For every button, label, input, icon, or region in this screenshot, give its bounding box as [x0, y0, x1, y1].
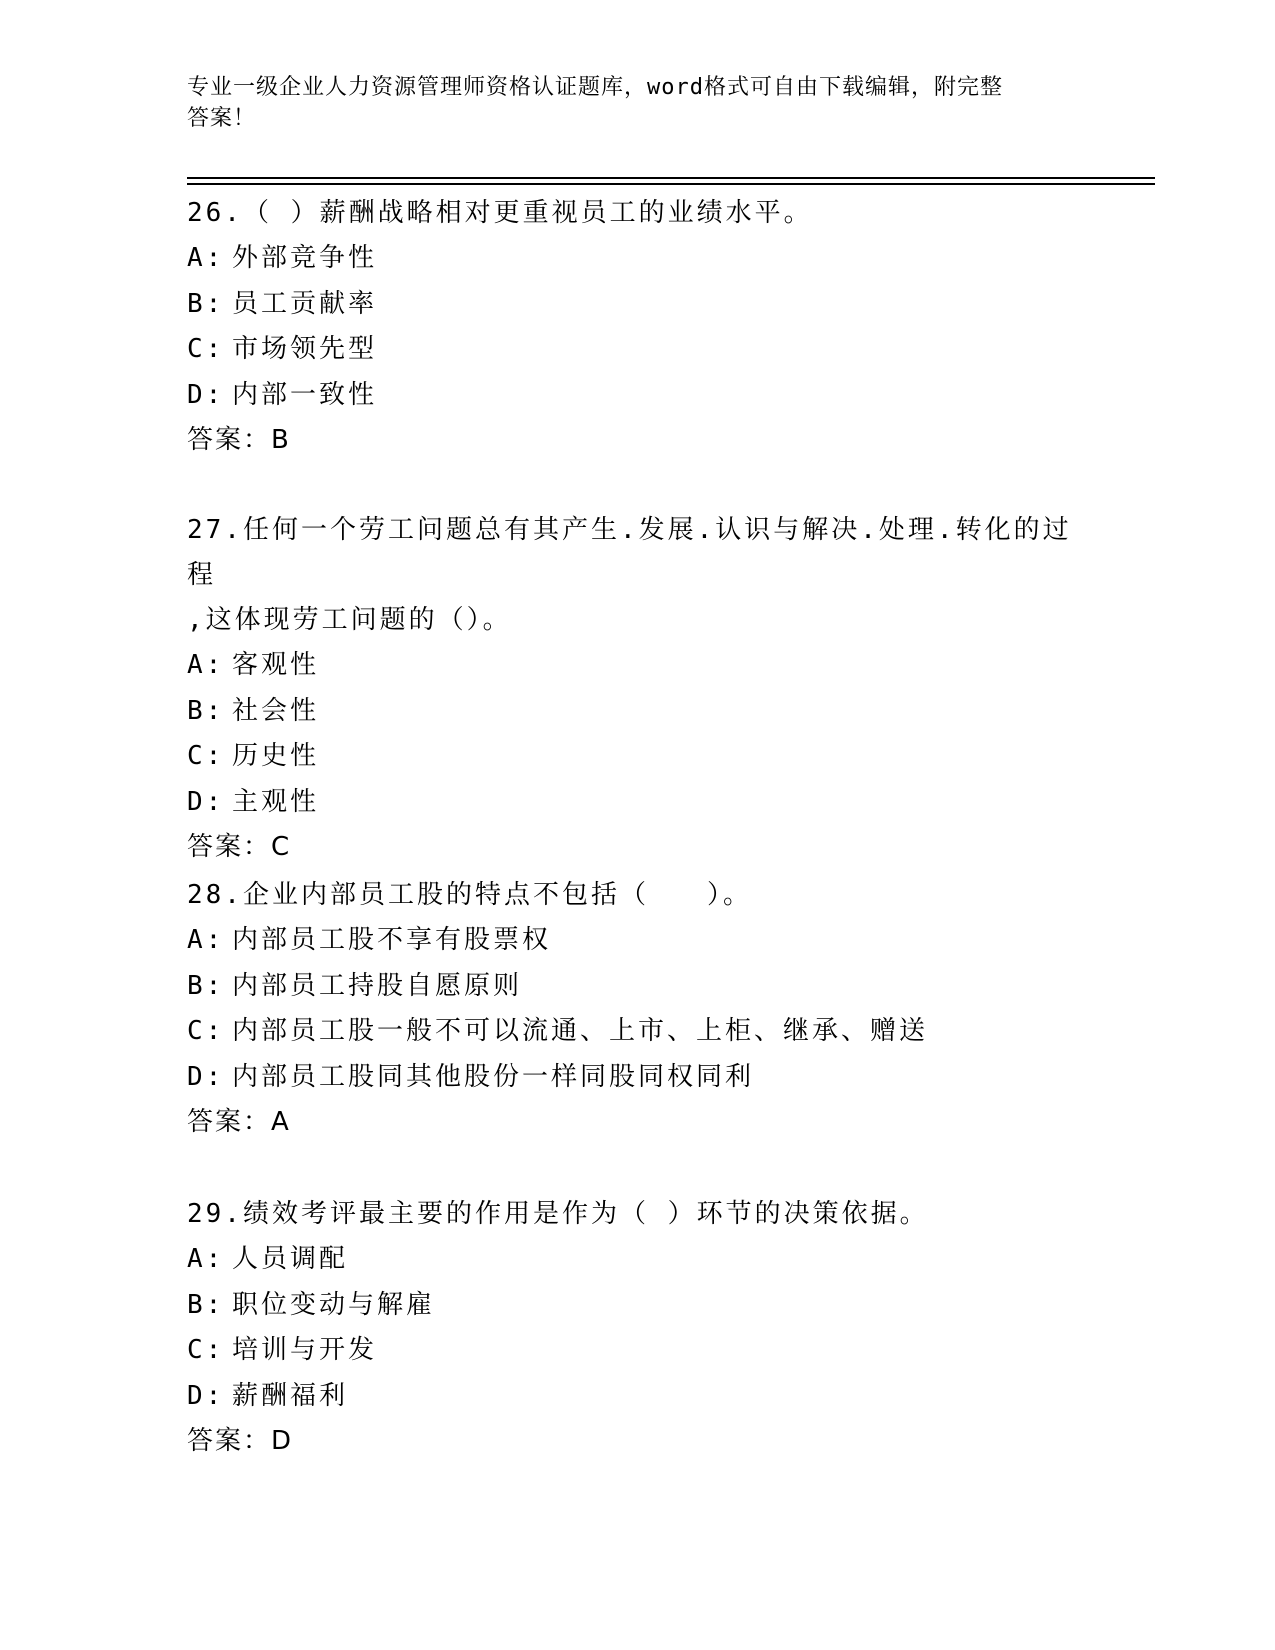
option-letter: D:: [187, 1061, 225, 1092]
option-letter: B:: [187, 1289, 225, 1320]
option-c: [187, 734, 1087, 780]
option-text: 人员调配: [232, 1244, 349, 1274]
header-line-2: 答案！: [187, 106, 257, 131]
option-letter: A:: [187, 243, 225, 273]
option-text: 市场领先型: [232, 334, 378, 364]
option-text: 内部员工股一般不可以流通、上市、上柜、继承、赠送: [232, 1016, 929, 1046]
option-letter: C:: [187, 741, 225, 771]
option-c: [187, 1328, 1087, 1374]
option-letter: C:: [187, 334, 225, 364]
option-letter: D:: [187, 1380, 225, 1411]
header-divider-top: [187, 177, 1155, 179]
header-divider-bottom: [187, 183, 1155, 185]
option-d: [187, 1374, 1087, 1420]
option-text: 历史性: [232, 741, 320, 771]
question-title-continued: ,这体现劳工问题的（）。: [187, 605, 512, 635]
answer-line: 答案：C: [187, 832, 292, 862]
document-header: [187, 72, 1077, 134]
option-letter: A:: [187, 1244, 225, 1274]
option-text: 培训与开发: [232, 1335, 378, 1365]
question-27: [187, 508, 1087, 871]
option-text: 社会性: [232, 695, 320, 726]
option-letter: C:: [187, 1016, 225, 1046]
option-b: [187, 282, 1087, 328]
option-text: 内部员工股同其他股份一样同股同权同利: [232, 1061, 755, 1092]
option-a: [187, 236, 1087, 282]
question-title: 27.任何一个劳工问题总有其产生.发展.认识与解决.处理.转化的过程: [187, 515, 1072, 590]
option-letter: C:: [187, 1335, 225, 1365]
option-text: 职位变动与解雇: [232, 1289, 436, 1320]
option-text: 员工贡献率: [232, 288, 378, 319]
option-letter: B:: [187, 695, 225, 726]
question-28: [187, 873, 1087, 1146]
option-text: 客观性: [232, 650, 320, 680]
option-text: 外部竞争性: [232, 243, 378, 273]
option-a: [187, 1237, 1087, 1283]
question-26: [187, 191, 1087, 464]
option-b: [187, 964, 1087, 1010]
option-text: 主观性: [232, 786, 320, 817]
question-title: 28.企业内部员工股的特点不包括（ ）。: [187, 880, 752, 910]
option-a: [187, 918, 1087, 964]
answer-line: 答案：A: [187, 1107, 291, 1137]
option-text: 内部员工持股自愿原则: [232, 970, 523, 1001]
question-29: [187, 1192, 1087, 1465]
question-title: 26.（ ）薪酬战略相对更重视员工的业绩水平。: [187, 198, 813, 228]
option-d: [187, 780, 1087, 826]
answer-line: 答案：D: [187, 1426, 294, 1456]
option-letter: A:: [187, 925, 225, 955]
option-b: [187, 689, 1087, 735]
option-c: [187, 1009, 1087, 1055]
answer-line: 答案：B: [187, 425, 291, 455]
option-d: [187, 1055, 1087, 1101]
option-b: [187, 1283, 1087, 1329]
option-a: [187, 643, 1087, 689]
option-text: 内部员工股不享有股票权: [232, 925, 552, 955]
option-text: 内部一致性: [232, 379, 378, 410]
question-title: 29.绩效考评最主要的作用是作为（ ）环节的决策依据。: [187, 1199, 929, 1229]
option-letter: B:: [187, 288, 225, 319]
option-c: [187, 327, 1087, 373]
option-text: 薪酬福利: [232, 1380, 349, 1411]
option-letter: B:: [187, 970, 225, 1001]
option-d: [187, 373, 1087, 419]
header-line-1: 专业一级企业人力资源管理师资格认证题库，word格式可自由下载编辑，附完整: [187, 75, 1003, 100]
option-letter: D:: [187, 786, 225, 817]
option-letter: D:: [187, 379, 225, 410]
option-letter: A:: [187, 650, 225, 680]
